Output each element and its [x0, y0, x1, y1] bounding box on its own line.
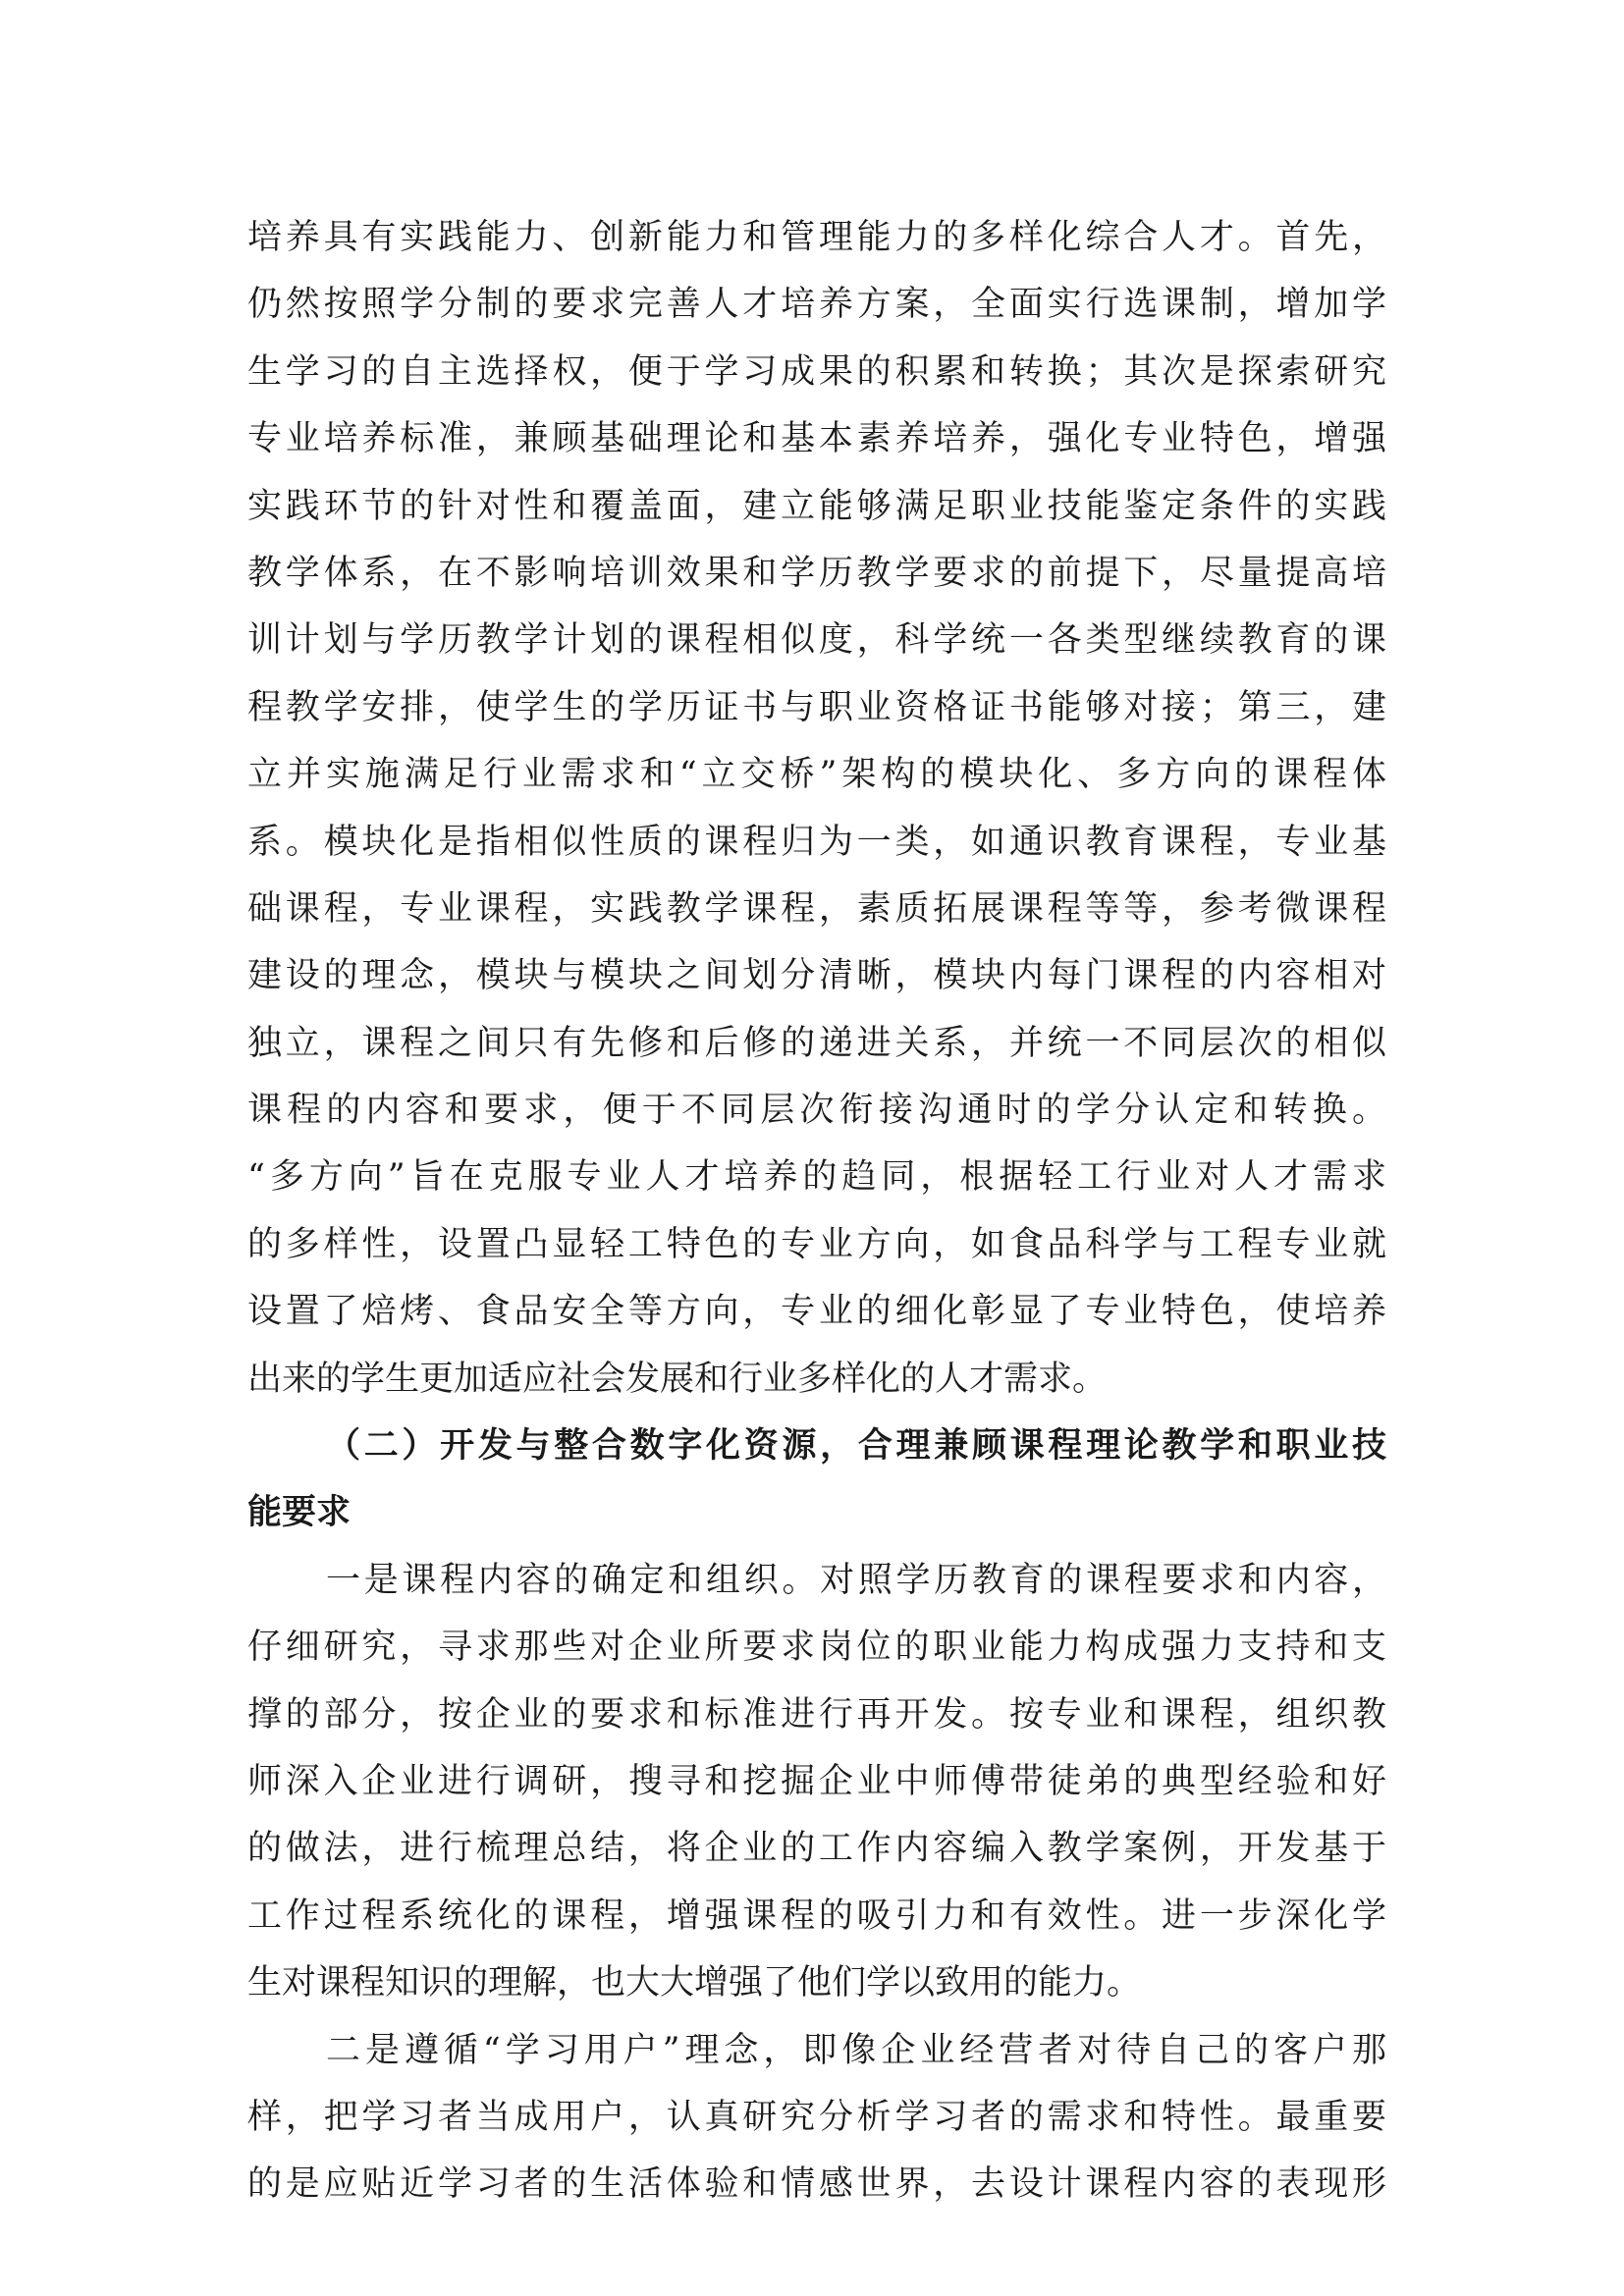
text-line: 独立，课程之间只有先修和后修的递进关系，并统一不同层次的相似 — [247, 1023, 1386, 1063]
text-line: 设置了焙烤、食品安全等方向，专业的细化彰显了专业特色，使培养 — [247, 1292, 1386, 1332]
text-line: 的做法，进行梳理总结，将企业的工作内容编入教学案例，开发基于 — [247, 1829, 1386, 1869]
paragraph-1 — [247, 204, 1386, 1413]
text-line: 培养具有实践能力、创新能力和管理能力的多样化综合人才。首先， — [247, 218, 1386, 257]
document-page — [247, 204, 1386, 2218]
text-line: 专业培养标准，兼顾基础理论和基本素养培养，强化专业特色，增强 — [247, 419, 1386, 459]
text-line: 的多样性，设置凸显轻工特色的专业方向，如食品科学与工程专业就 — [247, 1224, 1386, 1264]
text-line: 程教学安排，使学生的学历证书与职业资格证书能够对接；第三，建 — [247, 687, 1386, 727]
text-line: 二是遵循“学习用户”理念，即像企业经营者对待自己的客户那 — [326, 2030, 1386, 2070]
text-line: 教学体系，在不影响培训效果和学历教学要求的前提下，尽量提高培 — [247, 553, 1386, 593]
text-line: 工作过程系统化的课程，增强课程的吸引力和有效性。进一步深化学 — [247, 1896, 1386, 1936]
text-line: 仍然按照学分制的要求完善人才培养方案，全面实行选课制，增加学 — [247, 285, 1386, 325]
text-line: 撑的部分，按企业的要求和标准进行再开发。按专业和课程，组织教 — [247, 1694, 1386, 1735]
text-line: 础课程，专业课程，实践教学课程，素质拓展课程等等，参考微课程 — [247, 888, 1386, 929]
text-line: 训计划与学历教学计划的课程相似度，科学统一各类型继续教育的课 — [247, 620, 1386, 661]
text-line: 一是课程内容的确定和组织。对照学历教育的课程要求和内容， — [326, 1560, 1386, 1600]
text-line: 建设的理念，模块与模块之间划分清晰，模块内每门课程的内容相对 — [247, 956, 1386, 996]
text-line: 师深入企业进行调研，搜寻和挖掘企业中师傅带徒弟的典型经验和好 — [247, 1761, 1386, 1801]
heading-line: 能要求 — [247, 1493, 352, 1533]
text-line: “多方向”旨在克服专业人才培养的趋同，根据轻工行业对人才需求 — [247, 1157, 1386, 1198]
text-line: 课程的内容和要求，便于不同层次衔接沟通时的学分认定和转换。 — [247, 1091, 1386, 1131]
text-line: 立并实施满足行业需求和“立交桥”架构的模块化、多方向的课程体 — [247, 755, 1386, 795]
text-line: 生学习的自主选择权，便于学习成果的积累和转换；其次是探索研究 — [247, 351, 1386, 392]
text-line: 出来的学生更加适应社会发展和行业多样化的人才需求。 — [247, 1359, 1108, 1399]
text-line: 生对课程知识的理解，也大大增强了他们学以致用的能力。 — [247, 1963, 1142, 2003]
text-line: 仔细研究，寻求那些对企业所要求岗位的职业能力构成强力支持和支 — [247, 1628, 1386, 1668]
paragraph-3 — [247, 2017, 1386, 2218]
paragraph-2 — [247, 1547, 1386, 2017]
text-line: 的是应贴近学习者的生活体验和情感世界，去设计课程内容的表现形 — [247, 2164, 1386, 2205]
section-heading — [247, 1413, 1386, 1547]
text-line: 样，把学习者当成用户，认真研究分析学习者的需求和特性。最重要 — [247, 2097, 1386, 2137]
heading-line: （二）开发与整合数字化资源，合理兼顾课程理论教学和职业技 — [326, 1426, 1386, 1467]
text-line: 系。模块化是指相似性质的课程归为一类，如通识教育课程，专业基 — [247, 822, 1386, 862]
text-line: 实践环节的针对性和覆盖面，建立能够满足职业技能鉴定条件的实践 — [247, 486, 1386, 526]
